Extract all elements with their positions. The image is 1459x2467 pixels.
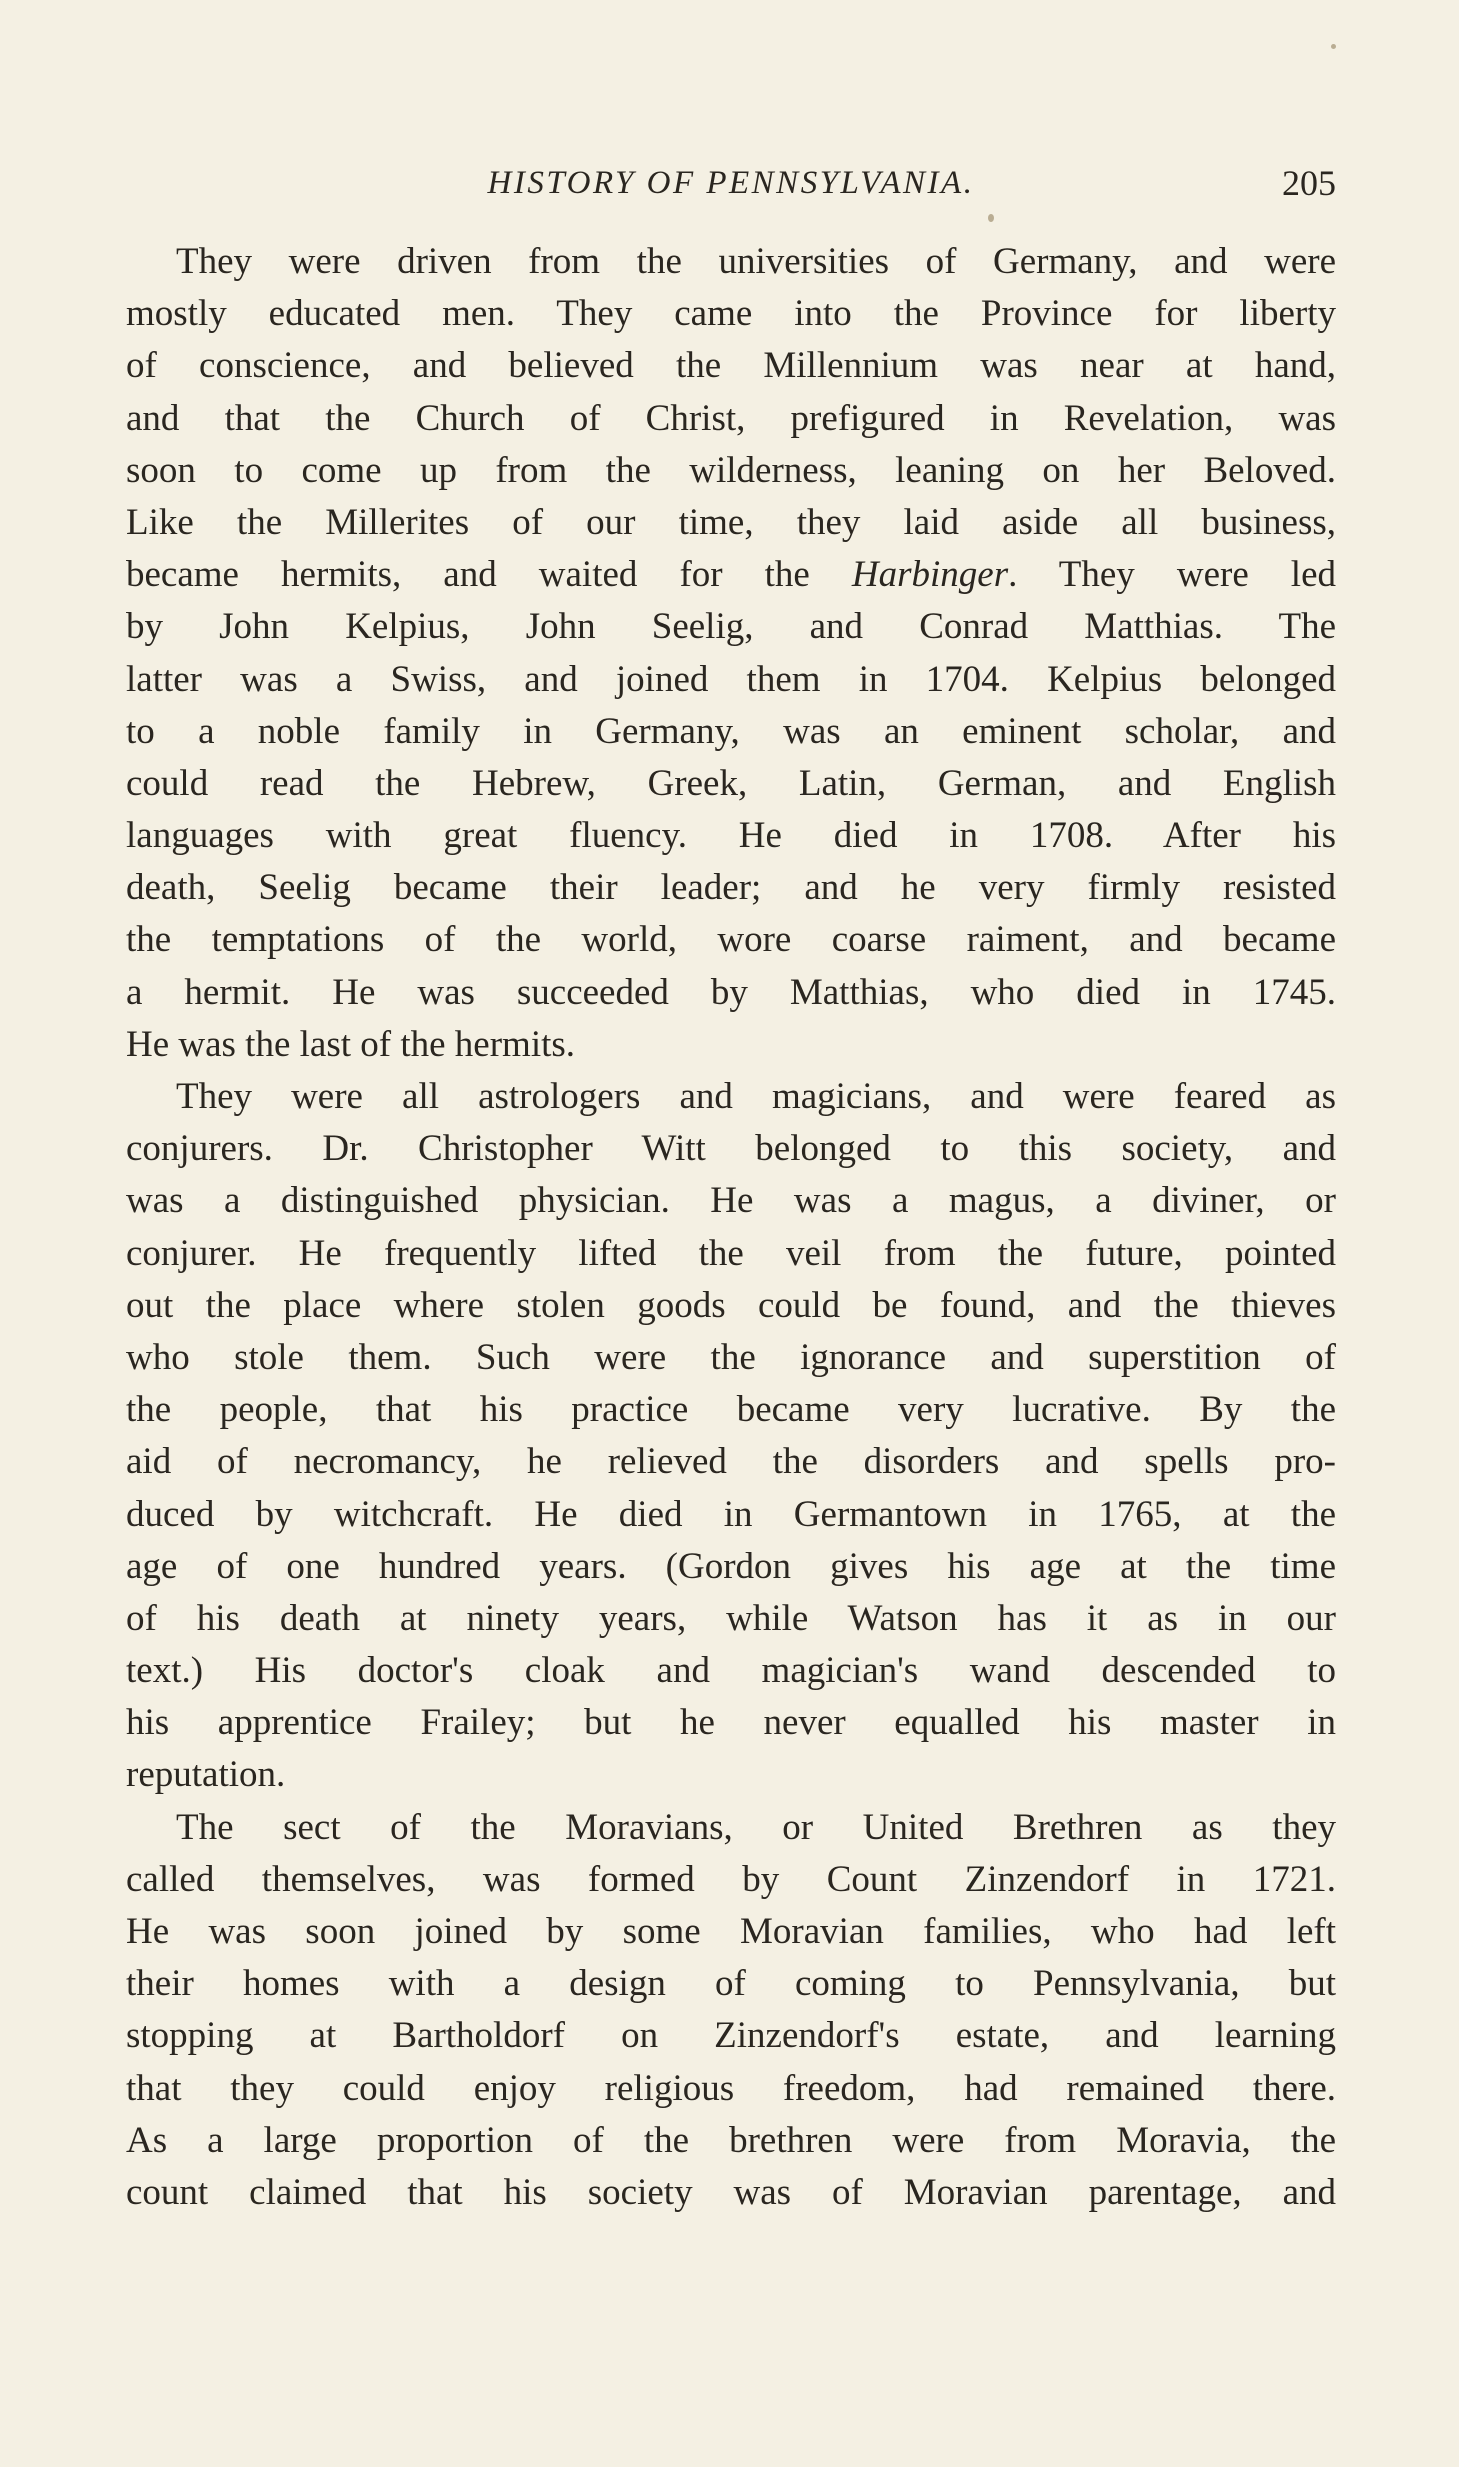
text-line: out the place where stolen goods could be found, and the thieves	[126, 1284, 1336, 1326]
page-number: 205	[1282, 163, 1336, 203]
text-line: conjurer. He frequently lifted the veil from the future, pointed	[126, 1232, 1336, 1274]
text-line: who stole them. Such were the ignorance and superstition of	[126, 1336, 1336, 1378]
text-line: As a large proportion of the brethren were from Moravia, the	[126, 2119, 1336, 2161]
text-line: count claimed that his society was of Moravian parentage, and	[126, 2171, 1336, 2213]
text-line: the people, that his practice became very lucrative. By the	[126, 1389, 1336, 1431]
text-line: that they could enjoy religious freedom, had remained there.	[126, 2067, 1336, 2109]
text-line: by John Kelpius, John Seelig, and Conrad Matthias. The	[126, 606, 1336, 648]
text-line: his apprentice Frailey; but he never equalled his master in	[126, 1702, 1336, 1744]
text-line: text.) His doctor's cloak and magician's wand descended to	[126, 1650, 1336, 1692]
paper-speck	[1331, 44, 1336, 49]
text-line: latter was a Swiss, and joined them in 1704. Kelpius belonged	[126, 658, 1336, 700]
text-line: reputation.	[126, 1754, 286, 1796]
text-line: of conscience, and believed the Millennium was near at hand,	[126, 345, 1336, 387]
text-line: Like the Millerites of our time, they laid aside all business,	[126, 501, 1336, 543]
text-line: the temptations of the world, wore coarse raiment, and became	[126, 919, 1336, 961]
running-head	[126, 158, 1336, 208]
text-line: He was soon joined by some Moravian families, who had left	[126, 1911, 1336, 1952]
text-line: stopping at Bartholdorf on Zinzendorf's estate, and learning	[126, 2015, 1336, 2057]
body-text	[126, 236, 1336, 2219]
text-line: duced by witchcraft. He died in Germantown in 1765, at the	[126, 1493, 1336, 1535]
text-line: languages with great fluency. He died in 1708. After his	[126, 815, 1336, 857]
text-line: and that the Church of Christ, prefigured in Revelation, was	[126, 397, 1336, 439]
text-line: to a noble family in Germany, was an eminent scholar, and	[126, 710, 1336, 752]
text-line: became hermits, and waited for the Harbinger. They were led	[126, 554, 1336, 596]
text-line: The sect of the Moravians, or United Brethren as they	[176, 1806, 1336, 1848]
running-title: HISTORY OF PENNSYLVANIA.	[487, 165, 975, 201]
text-line: mostly educated men. They came into the Province for liberty	[126, 293, 1336, 335]
text-line: aid of necromancy, he relieved the disorders and spells pro-	[126, 1441, 1336, 1483]
text-line: their homes with a design of coming to Pennsylvania, but	[126, 1963, 1336, 2005]
paper-speck	[988, 214, 994, 222]
text-line: could read the Hebrew, Greek, Latin, German, and English	[126, 762, 1336, 804]
text-line: They were driven from the universities of Germany, and were	[176, 241, 1336, 282]
italic-word: Harbinger	[851, 554, 1009, 596]
text-line: of his death at ninety years, while Watson has it as in our	[126, 1597, 1336, 1639]
text-line: called themselves, was formed by Count Zinzendorf in 1721.	[126, 1858, 1336, 1900]
text-line: death, Seelig became their leader; and he very firmly resisted	[126, 867, 1336, 909]
text-line: soon to come up from the wilderness, leaning on her Beloved.	[126, 449, 1336, 491]
text-line: was a distinguished physician. He was a magus, a diviner, or	[126, 1180, 1336, 1222]
text-line: age of one hundred years. (Gordon gives his age at the time	[126, 1545, 1336, 1587]
text-line: He was the last of the hermits.	[126, 1023, 576, 1065]
text-line: a hermit. He was succeeded by Matthias, who died in 1745.	[126, 971, 1336, 1013]
text-line: They were all astrologers and magicians, and were feared as	[176, 1076, 1336, 1117]
text-line: conjurers. Dr. Christopher Witt belonged to this society, and	[126, 1128, 1336, 1170]
